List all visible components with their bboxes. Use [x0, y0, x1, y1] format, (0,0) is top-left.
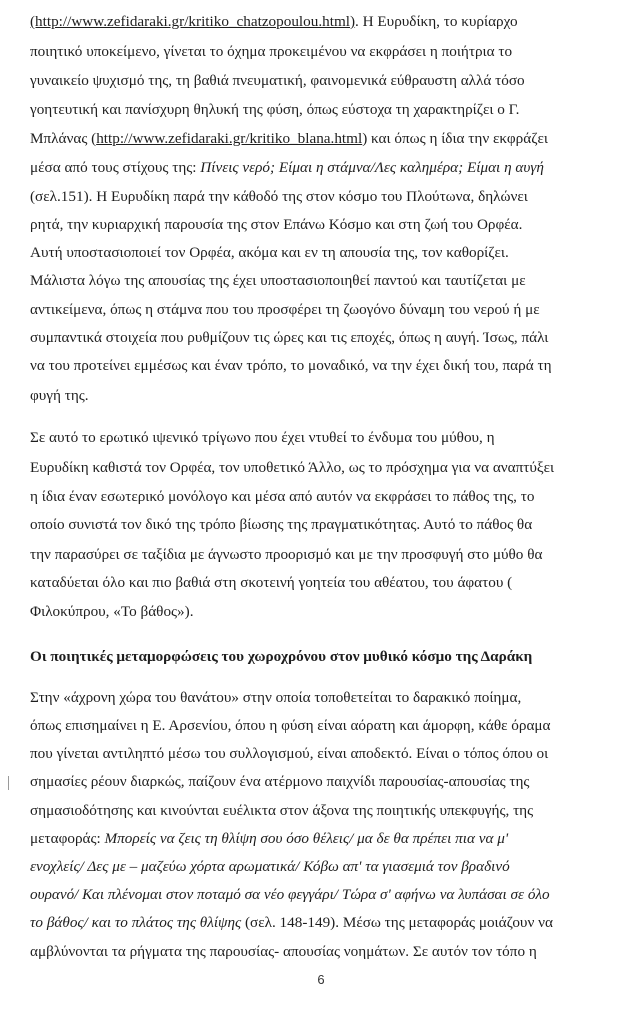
- paragraph1-line-12: συμπαντικά στοιχεία που ρυθμίζουν τις ώρες και τις εποχές, όπως η αυγή. Ίσως, πάλι: [30, 329, 549, 346]
- margin-mark: [8, 776, 9, 790]
- paragraph1-line-14: φυγή της.: [30, 387, 89, 404]
- paragraph1-line-9: Αυτή υποστασιοποιεί τον Ορφέα, ακόμα και εν τη απουσία της, τον καθορίζει.: [30, 244, 509, 261]
- page-number: 6: [317, 972, 325, 987]
- paragraph1-line-7: (σελ.151). Η Ευρυδίκη παρά την κάθοδό της στον κόσμο του Πλούτωνα, δηλώνει: [30, 188, 528, 205]
- paragraph1-line-5: [30, 131, 548, 146]
- paragraph1-line-6-pre: μέσα από τους στίχους της:: [30, 159, 201, 176]
- paragraph2-line-1: Σε αυτό το ερωτικό ιψενικό τρίγωνο που έχει ντυθεί το ένδυμα του μύθου, η: [30, 429, 495, 446]
- paragraph1-line-6: [30, 160, 544, 175]
- paragraph1-line-10: Μάλιστα λόγω της απουσίας της έχει υποστασιοποιηθεί παντού και ταυτίζεται με: [30, 272, 526, 289]
- paragraph3-line-3: που γίνεται αντιληπτό μέσω του συλλογισμού, είναι αποδεκτό. Είναι ο τόπος όπου οι: [30, 745, 549, 762]
- paragraph2-line-2: Ευρυδίκη καθιστά τον Ορφέα, τον υποθετικό Άλλο, ως το πρόσχημα για να αναπτύξει: [30, 459, 555, 476]
- paragraph3-line-7: ενοχλείς/ Δες με – μαζεύω χόρτα αρωματικά/ Κόβω απ' τα γιασεμιά τον βραδινό: [30, 858, 510, 875]
- paragraph2-line-5: την παρασύρει σε ταξίδια με άγνωστο προορισμό και με την προσφυγή στο μύθο θα: [30, 546, 543, 563]
- poem-quote: το βάθος/ και το πλάτος της θλίψης: [30, 914, 242, 931]
- paragraph1-line-11: αντικείμενα, όπως η στάμνα που του προσφέρει τη ζωογόνο δύναμη του νερού ή με: [30, 301, 540, 318]
- paragraph3-line-4: σημασίες ρέουν διαρκώς, παίζουν ένα ατέρμονο παιχνίδι παρουσίας-απουσίας της: [30, 773, 530, 790]
- paragraph3-line-1: Στην «άχρονη χώρα του θανάτου» στην οποία τοποθετείται το δαρακικό ποίημα,: [30, 689, 522, 706]
- paragraph1-line-8: ρητά, την κυριαρχική παρουσία της στον Επάνω Κόσμο και στη ζωή του Ορφέα.: [30, 216, 523, 233]
- section-heading: Οι ποιητικές μεταμορφώσεις του χωροχρόνου στον μυθικό κόσμο της Δαράκη: [30, 648, 533, 665]
- paragraph3-line-2: όπως επισημαίνει η Ε. Αρσενίου, όπου η φύση είναι αόρατη και άμορφη, κάθε όραμα: [30, 717, 551, 734]
- paragraph2-line-6: καταδύεται όλο και πιο βαθιά στη σκοτεινή γοητεία του αθέατου, του άφατου (: [30, 574, 513, 591]
- paragraph1-line-1-text: . Η Ευρυδίκη, το κυρίαρχο: [355, 13, 518, 30]
- poem-quote: Μπορείς να ζεις τη θλίψη σου όσο θέλεις/ μα δε θα πρέπει πια να μ': [104, 830, 509, 847]
- link-kritiko-chatzopoulou[interactable]: (http://www.zefidaraki.gr/kritiko_chatzopoulou.html): [30, 13, 356, 30]
- paragraph2-line-3: η ίδια έναν εσωτερικό μονόλογο και μέσα από αυτόν να εκφράσει το πάθος της, το: [30, 488, 535, 505]
- paragraph3-line-6-pre: μεταφοράς:: [30, 830, 105, 847]
- paragraph1-line-13: να του προτείνει εμμέσως και έναν τρόπο, το μοναδικό, να την έχει δική του, παρά τη: [30, 357, 552, 374]
- paragraph3-line-8: ουρανό/ Και πλένομαι στον ποταμό σα νέο φεγγάρι/ Τώρα σ' αφήνω να λυπάσαι σε όλο: [30, 886, 550, 903]
- paragraph1-line-2: ποιητικό υποκείμενο, γίνεται το όχημα προκειμένου να εκφράσει η ποιήτρια το: [30, 43, 513, 60]
- paragraph3-line-10: αμβλύνονται τα ρήγματα της παρουσίας- απουσίας νοημάτων. Σε αυτόν τον τόπο η: [30, 943, 537, 960]
- paragraph2-line-4: οποίο συνιστά τον δικό της τρόπο βίωσης της πραγματικότητας. Αυτό το πάθος θα: [30, 516, 533, 533]
- paragraph3-line-9: [30, 915, 553, 930]
- paragraph1-line-3: γυναικείο ψυχισμό της, τη βαθιά πνευματική, φαινομενικά εύθραυστη αλλά τόσο: [30, 72, 525, 89]
- paragraph3-line-9-post: (σελ. 148-149). Μέσω της μεταφοράς μοιάζουν να: [241, 914, 553, 931]
- paragraph2-line-7: Φιλοκύπρου, «Το βάθος»).: [30, 603, 194, 620]
- paragraph1-line-1: [30, 14, 518, 29]
- paragraph1-line-5-pre: Μπλάνας (: [30, 130, 97, 147]
- poem-quote: Πίνεις νερό; Είμαι η στάμνα/Λες καλημέρα; Είμαι η αυγή: [200, 159, 544, 176]
- paragraph1-line-4: γοητευτική και πανίσχυρη θηλυκή της φύση, όπως εύστοχα τη χαρακτηρίζει ο Γ.: [30, 101, 520, 118]
- paragraph3-line-6: [30, 831, 508, 846]
- link-kritiko-blana[interactable]: http://www.zefidaraki.gr/kritiko_blana.html: [96, 130, 363, 147]
- paragraph1-line-5-post: ) και όπως η ίδια την εκφράζει: [362, 130, 548, 147]
- paragraph3-line-5: σημασιοδότησης και κινούνται ευέλικτα στον άξονα της ποιητικής υπεκφυγής, της: [30, 802, 534, 819]
